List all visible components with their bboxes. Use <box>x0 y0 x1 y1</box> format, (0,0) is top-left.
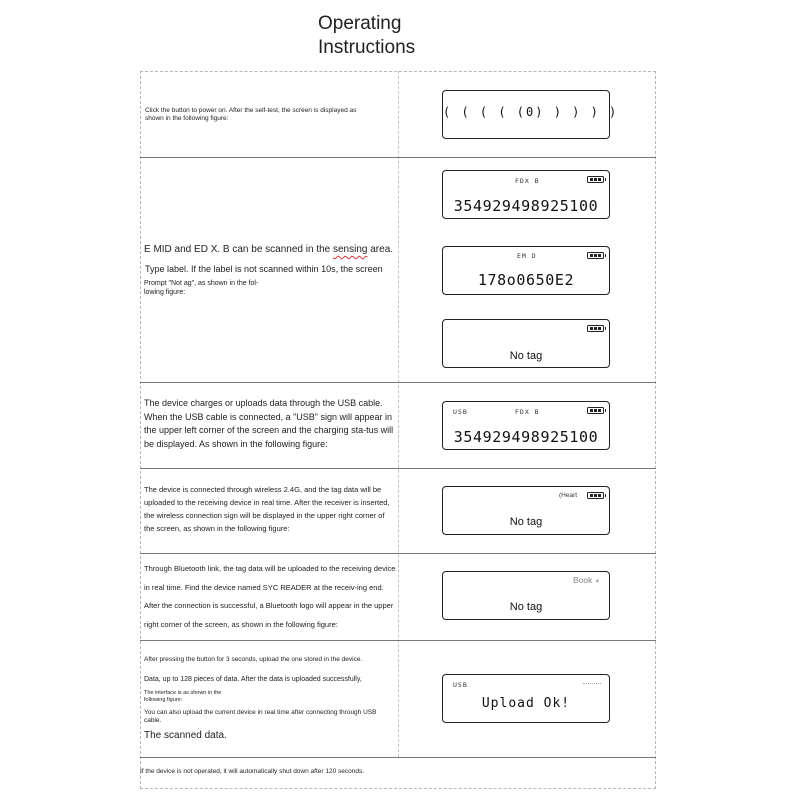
upload-usb-label: USB <box>453 681 468 689</box>
instruction-scan <box>144 243 394 257</box>
wireless-label: (Heart <box>559 492 578 499</box>
instruction-scan-line3: Prompt "Not ag", as shown in the fol-lowing figure: <box>144 280 259 296</box>
instruction-upload-p3: The interface is as shown in the following figure: <box>144 690 222 703</box>
row-divider <box>140 757 656 758</box>
screen-usb <box>442 401 610 450</box>
row-divider <box>140 382 656 383</box>
emid-number: 178o0650E2 <box>477 271 575 289</box>
battery-icon <box>587 492 604 499</box>
bluetooth-label <box>573 575 600 585</box>
faint-battery-icon <box>583 683 601 686</box>
instruction-scan-line2: Type label. If the label is not scanned within 10s, the screen <box>145 264 383 274</box>
battery-icon <box>587 325 604 332</box>
screen-startup <box>442 90 619 139</box>
scan-text-underlined: sensing <box>333 244 368 255</box>
column-divider <box>398 71 399 757</box>
usb-label: USB <box>453 408 468 416</box>
instruction-upload-p2: Data, up to 128 pieces of data. After the data is uploaded successfully, <box>144 676 362 683</box>
fdx-label: FDX B <box>515 177 540 185</box>
no-tag-text: No tag <box>509 601 543 613</box>
fdx-number: 354929498925100 <box>453 197 599 215</box>
instruction-wireless: The device is connected through wireless 2.4G, and the tag data will be uploaded to the receiving device in real time. After the receiver is inserted, the wireless connection sign will be displayed in the upper right corner of the screen, as shown in the following figure: <box>144 485 390 533</box>
instruction-bluetooth: Through Bluetooth link, the tag data will be uploaded to the receiving device in real time. Find the device named SYC READER at the receiv-ing end. After the connection is successful, a Bluetooth logo will appear in the upper right corner of the screen, as shown in the following figure: <box>144 564 396 629</box>
usb-number: 354929498925100 <box>453 428 599 446</box>
instruction-usb: The device charges or uploads data through the USB cable. When the USB cable is connected, a "USB" sign will appear in the upper left corner of the screen and the charging sta-tus will be displayed. As shown in the following figure: <box>144 398 394 449</box>
screen-bluetooth <box>442 571 610 620</box>
battery-icon <box>587 252 604 259</box>
row-divider <box>140 157 656 158</box>
upload-ok-text: Upload Ok! <box>481 696 571 711</box>
instruction-upload-p4: You can also upload the current device in real time after connecting through USB cable. <box>144 709 377 724</box>
screen-no-tag <box>442 319 610 368</box>
screen-fdx <box>442 170 610 219</box>
instruction-upload-p5: The scanned data. <box>144 730 227 741</box>
no-tag-text: No tag <box>509 350 543 362</box>
usb-fdx-label: FDX B <box>515 408 540 416</box>
screen-emid <box>442 246 610 295</box>
row-divider <box>140 468 656 469</box>
instruction-upload-p1: After pressing the button for 3 seconds, upload the one stored in the device. <box>144 656 363 663</box>
screen-wireless <box>442 486 610 535</box>
page-title: Operating Instructions <box>318 13 416 58</box>
row-divider <box>140 553 656 554</box>
startup-pattern: ( ( ( ( (0) ) ) ) ) <box>443 105 619 119</box>
scan-text-end: area. <box>370 244 394 255</box>
battery-icon <box>587 176 604 183</box>
no-tag-text: No tag <box>509 516 543 528</box>
bluetooth-icon: ✶ <box>594 579 600 585</box>
screen-upload <box>442 674 610 723</box>
footer-note: If the device is not operated, it will automatically shut down after 120 seconds. <box>140 768 365 775</box>
emid-label: EM D <box>517 252 537 260</box>
bluetooth-label-text: Book <box>573 575 593 585</box>
row-divider <box>140 640 656 641</box>
scan-text-start: E MID and ED X. B can be scanned in the <box>144 244 331 255</box>
battery-icon <box>587 407 604 414</box>
instruction-power-on: Click the button to power on. After the self-test, the screen is displayed as shown in the following figure: <box>145 107 357 122</box>
